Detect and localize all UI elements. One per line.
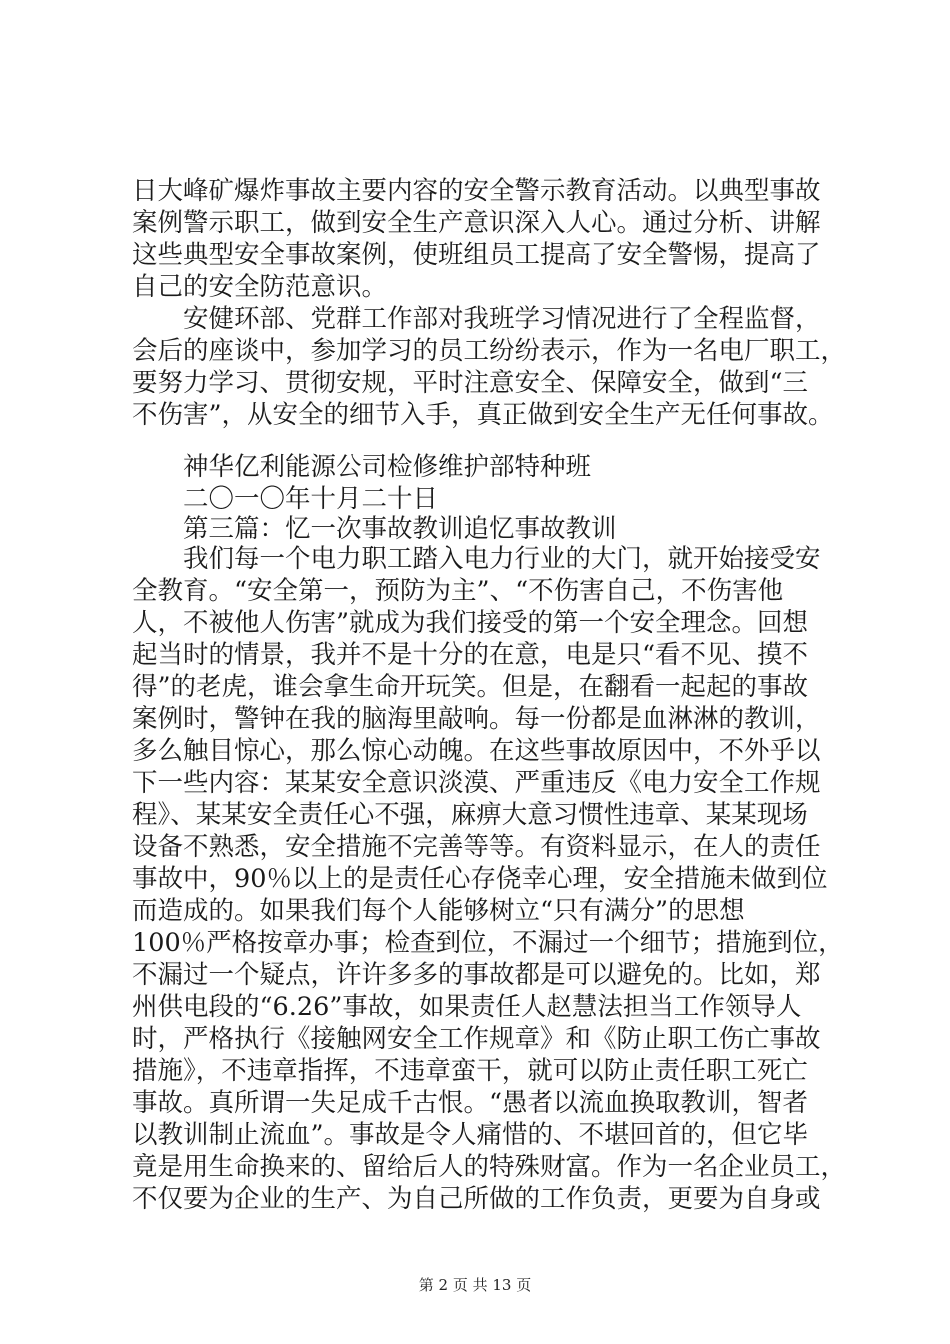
text-line: 案例警示职工，做到安全生产意识深入人心。通过分析、讲解: [132, 208, 821, 238]
text-line: 州供电段的“6.26”事故，如果责任人赵慧法担当工作领导人: [132, 992, 802, 1022]
text-line: 人，不被他人伤害”就成为我们接受的第一个安全理念。回想: [132, 608, 809, 638]
text-line: 全教育。“安全第一，预防为主”、“不伤害自己，不伤害他: [132, 576, 784, 606]
text-line: 以教训制止流血”。事故是令人痛惜的、不堪回首的，但它毕: [132, 1120, 809, 1150]
text-line: 程》、某某安全责任心不强，麻痹大意习惯性违章、某某现场: [132, 800, 808, 830]
text-line: 安健环部、党群工作部对我班学习情况进行了全程监督，: [132, 304, 821, 334]
text-line: 自己的安全防范意识。: [132, 272, 388, 302]
signature-organization: 神华亿利能源公司检修维护部特种班: [132, 452, 592, 482]
text-line: 不漏过一个疑点，许许多多的事故都是可以避免的。比如，郑: [132, 960, 821, 990]
text-line: 不仅要为企业的生产、为自己所做的工作负责，更要为自身或: [132, 1184, 821, 1214]
text-line: 案例时，警钟在我的脑海里敲响。每一份都是血淋淋的教训，: [132, 704, 821, 734]
text-line: 起当时的情景，我并不是十分的在意，电是只“看不见、摸不: [132, 640, 809, 670]
text-line: 事故中，90％以上的是责任心存侥幸心理，安全措施未做到位: [132, 864, 828, 894]
text-line: 竟是用生命换来的、留给后人的特殊财富。作为一名企业员工，: [132, 1152, 847, 1182]
text-line: 设备不熟悉，安全措施不完善等等。有资料显示，在人的责任: [132, 832, 821, 862]
text-line: 事故。真所谓一失足成千古恨。“愚者以流血换取教训，智者: [132, 1088, 809, 1118]
text-line: 下一些内容：某某安全意识淡漠、严重违反《电力安全工作规: [132, 768, 821, 798]
text-line: 不伤害”，从安全的细节入手，真正做到安全生产无任何事故。: [132, 400, 834, 430]
text-line: 这些典型安全事故案例，使班组员工提高了安全警惕，提高了: [132, 240, 821, 270]
text-line: 而造成的。如果我们每个人能够树立“只有满分”的思想: [132, 896, 745, 926]
text-line: 100％严格按章办事；检查到位，不漏过一个细节；措施到位，: [132, 928, 844, 958]
signature-date: 二〇一〇年十月二十日: [132, 484, 439, 514]
text-line: 时，严格执行《接触网安全工作规章》和《防止职工伤亡事故: [132, 1024, 821, 1054]
text-line: 得”的老虎，谁会拿生命开玩笑。但是，在翻看一起起的事故: [132, 672, 809, 702]
text-line: 措施》，不违章指挥，不违章蛮干，就可以防止责任职工死亡: [132, 1056, 808, 1086]
text-line: 我们每一个电力职工踏入电力行业的大门，就开始接受安: [132, 544, 821, 574]
text-line: 日大峰矿爆炸事故主要内容的安全警示教育活动。以典型事故: [132, 176, 821, 206]
text-line: 多么触目惊心，那么惊心动魄。在这些事故原因中，不外乎以: [132, 736, 821, 766]
text-line: 要努力学习、贯彻安规，平时注意安全、保障安全，做到“三: [132, 368, 809, 398]
section-title: 第三篇：忆一次事故教训追忆事故教训: [132, 514, 617, 544]
text-line: 会后的座谈中，参加学习的员工纷纷表示，作为一名电厂职工，: [132, 336, 847, 366]
page-number-footer: 第 2 页 共 13 页: [418, 1276, 532, 1294]
